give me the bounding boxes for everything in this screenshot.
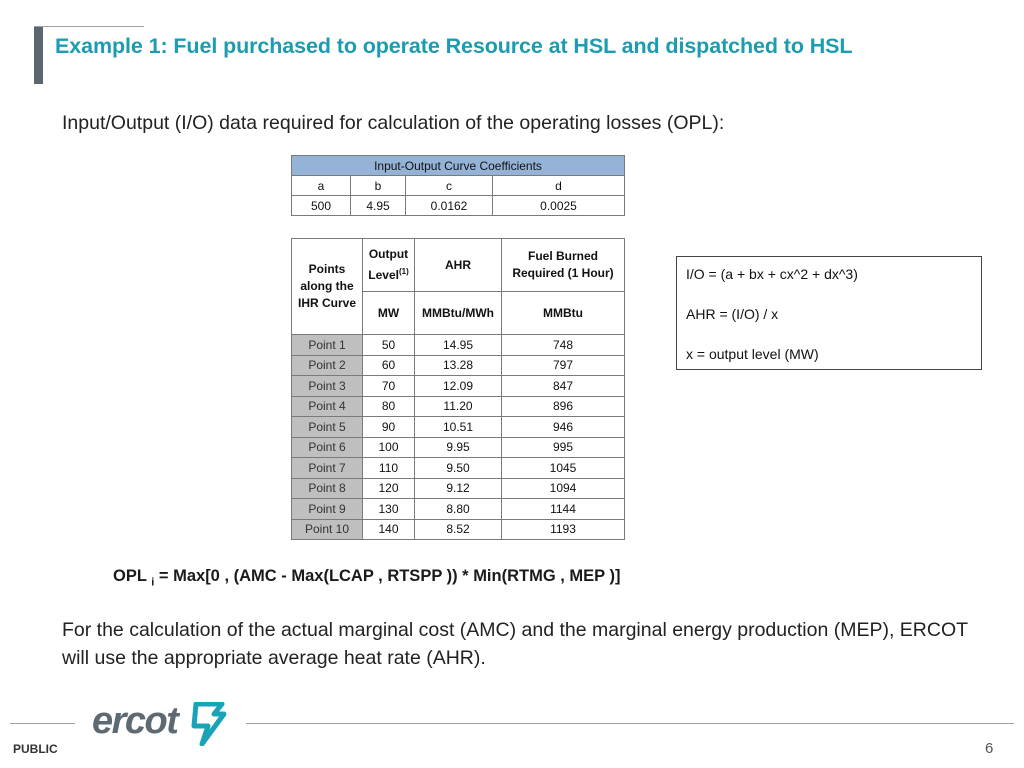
- fuel-cell: 797: [502, 355, 625, 376]
- opl-subscript: i: [151, 576, 155, 589]
- ahr-cell: 10.51: [415, 417, 502, 438]
- ercot-logo: ercot: [92, 700, 178, 742]
- point-cell: Point 2: [292, 355, 363, 376]
- fuel-cell: 1193: [502, 519, 625, 540]
- coef-value: 4.95: [351, 196, 406, 216]
- fuel-cell: 748: [502, 335, 625, 356]
- fuel-cell: 896: [502, 396, 625, 417]
- ahr-cell: 9.95: [415, 437, 502, 458]
- table-row: [292, 437, 625, 458]
- conclusion-text: For the calculation of the actual marginal cost (AMC) and the marginal energy production (MEP), ERCOT will use the appropriate average heat rate (AHR).: [62, 619, 968, 669]
- mw-cell: 100: [363, 437, 415, 458]
- coefficients-header: Input-Output Curve Coefficients: [292, 156, 625, 176]
- mw-cell: 120: [363, 478, 415, 499]
- footer-rule-left: [10, 723, 75, 724]
- point-cell: Point 9: [292, 499, 363, 520]
- fuel-cell: 847: [502, 376, 625, 397]
- footnote-marker: (1): [398, 267, 409, 276]
- fuel-cell: 946: [502, 417, 625, 438]
- formula-ahr: AHR = (I/O) / x: [686, 306, 779, 322]
- mw-cell: 140: [363, 519, 415, 540]
- coef-value: 500: [292, 196, 351, 216]
- point-cell: Point 10: [292, 519, 363, 540]
- mw-cell: 50: [363, 335, 415, 356]
- mw-cell: 110: [363, 458, 415, 479]
- ercot-bolt-icon: [188, 702, 228, 746]
- fuel-cell: 1094: [502, 478, 625, 499]
- coef-value: 0.0162: [406, 196, 493, 216]
- formula-x: x = output level (MW): [686, 346, 819, 362]
- coef-label: d: [493, 176, 625, 196]
- coefficients-table: [291, 155, 625, 216]
- coef-label: c: [406, 176, 493, 196]
- table-row: [292, 478, 625, 499]
- formula-io: I/O = (a + bx + cx^2 + dx^3): [686, 266, 858, 282]
- point-cell: Point 1: [292, 335, 363, 356]
- mw-cell: 80: [363, 396, 415, 417]
- ahr-cell: 13.28: [415, 355, 502, 376]
- unit-mmbtu: MMBtu: [502, 292, 625, 335]
- formula-box: [676, 256, 982, 370]
- title-rule: [34, 26, 144, 27]
- point-cell: Point 8: [292, 478, 363, 499]
- unit-mw: MW: [363, 292, 415, 335]
- col-points-header: Points along the IHR Curve: [292, 239, 363, 335]
- ahr-cell: 8.80: [415, 499, 502, 520]
- col-output-header: [363, 239, 415, 292]
- unit-mmbtu-mwh: MMBtu/MWh: [415, 292, 502, 335]
- col-output-label: Output Level: [368, 247, 409, 282]
- table-row: [292, 335, 625, 356]
- point-cell: Point 3: [292, 376, 363, 397]
- coef-label: a: [292, 176, 351, 196]
- mw-cell: 90: [363, 417, 415, 438]
- title-accent-bar: [34, 27, 43, 84]
- point-cell: Point 5: [292, 417, 363, 438]
- ahr-cell: 12.09: [415, 376, 502, 397]
- col-ahr-header: AHR: [415, 239, 502, 292]
- slide-title: Example 1: Fuel purchased to operate Resource at HSL and dispatched to HSL: [55, 34, 853, 58]
- ahr-cell: 9.12: [415, 478, 502, 499]
- fuel-cell: 995: [502, 437, 625, 458]
- ahr-cell: 9.50: [415, 458, 502, 479]
- table-row: [292, 376, 625, 397]
- mw-cell: 70: [363, 376, 415, 397]
- ihr-curve-table: [291, 238, 625, 540]
- mw-cell: 60: [363, 355, 415, 376]
- intro-text: Input/Output (I/O) data required for calculation of the operating losses (OPL):: [62, 112, 725, 134]
- table-row: [292, 417, 625, 438]
- table-row: [292, 499, 625, 520]
- ahr-cell: 14.95: [415, 335, 502, 356]
- opl-prefix: OPL: [113, 567, 147, 585]
- footer-rule-right: [246, 723, 1014, 724]
- ihr-rows: [292, 335, 625, 540]
- table-row: [292, 396, 625, 417]
- point-cell: Point 6: [292, 437, 363, 458]
- ahr-cell: 8.52: [415, 519, 502, 540]
- col-fuel-header: Fuel Burned Required (1 Hour): [502, 239, 625, 292]
- table-row: [292, 458, 625, 479]
- classification-label: PUBLIC: [13, 742, 58, 756]
- opl-formula: [113, 567, 620, 588]
- fuel-cell: 1045: [502, 458, 625, 479]
- coef-label: b: [351, 176, 406, 196]
- point-cell: Point 4: [292, 396, 363, 417]
- table-row: [292, 355, 625, 376]
- coef-value: 0.0025: [493, 196, 625, 216]
- opl-expression: = Max[0 , (AMC - Max(LCAP , RTSPP )) * Min(RTMG , MEP )]: [158, 567, 621, 585]
- mw-cell: 130: [363, 499, 415, 520]
- point-cell: Point 7: [292, 458, 363, 479]
- page-number: 6: [985, 740, 994, 757]
- fuel-cell: 1144: [502, 499, 625, 520]
- ahr-cell: 11.20: [415, 396, 502, 417]
- table-row: [292, 519, 625, 540]
